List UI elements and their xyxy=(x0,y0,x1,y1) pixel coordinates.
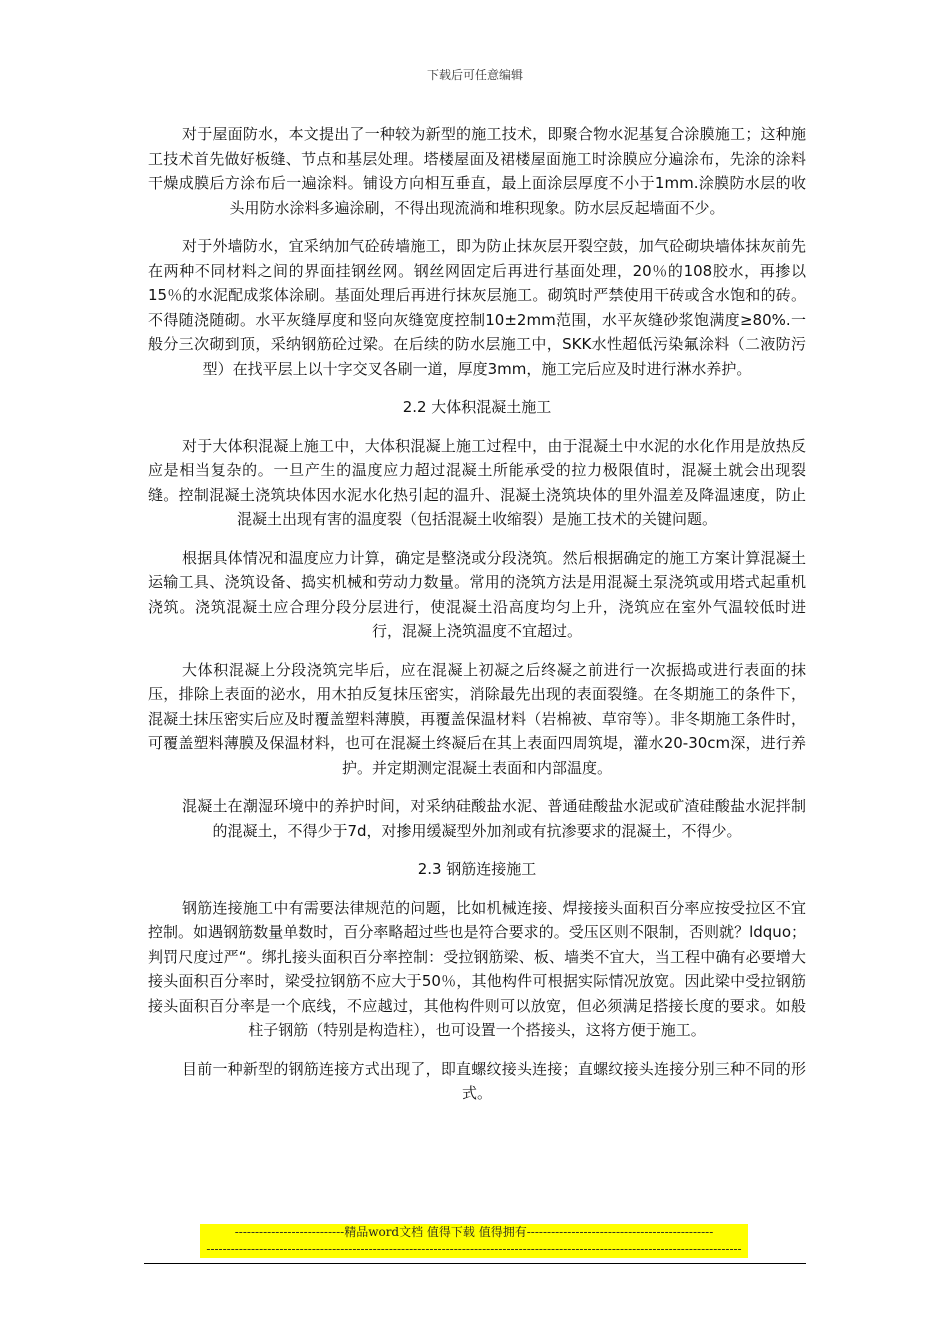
section-heading-2-2: 2.2 大体积混凝土施工 xyxy=(402,398,552,416)
paragraph-exterior-wall-waterproofing: 对于外墙防水，宜采纳加气砼砖墙施工，即为防止抹灰层开裂空鼓，加气砼砌块墙体抹灰前先在两种不同材料之间的界面挂钢丝网。钢丝网固定后再进行基面处理，20％的108胶水，再掺以 15％的水泥配成浆体涂刷。基面处理后再进行抹灰层施工。砌筑时严禁使用干砖或含水饱和的砖。不得随浇随砌。水平灰缝厚度和竖向灰缝宽度控制10±2mm范围，水平灰缝砂浆饱满度≥80%.一般分三次砌到顶，采纳钢筋砼过梁。在后续的防水层施工中，SKK水性超低污染氟涂料（二液防污型）在找平层上以十字交叉各刷一道，厚度3mm，施工完后应及时进行淋水养护。 xyxy=(148,237,806,378)
footer-banner-line-2: ------------------------------------------------------------------------------------------------------------------------------------ xyxy=(206,1242,742,1256)
paragraph-rebar-threaded-coupling: 目前一种新型的钢筋连接方式出现了，即直螺纹接头连接；直螺纹接头连接分别三种不同的形式。 xyxy=(182,1059,806,1102)
paragraph-mass-concrete-pouring: 根据具体情况和温度应力计算，确定是整浇或分段浇筑。然后根据确定的施工方案计算混凝土运输工具、浇筑设备、捣实机械和劳动力数量。常用的浇筑方法是用混凝土泵浇筑或用塔式起重机浇筑。浇筑混凝土应合理分段分层进行，使混凝土沿高度均匀上升，浇筑应在室外气温较低时进行，混凝上浇筑温度不宜超过。 xyxy=(148,548,806,640)
footer-divider xyxy=(144,1263,806,1264)
section-heading-2-3: 2.3 钢筋连接施工 xyxy=(417,860,537,878)
paragraph-mass-concrete-curing: 混凝土在潮湿环境中的养护时间，对采纳硅酸盐水泥、普通硅酸盐水泥或矿渣硅酸盐水泥拌制的混凝土，不得少于7d，对掺用缓凝型外加剂或有抗渗要求的混凝土，不得少。 xyxy=(182,797,806,840)
footer-banner xyxy=(200,1224,748,1258)
page-header: 下载后可任意编辑 xyxy=(426,68,523,82)
document-body xyxy=(148,122,806,1120)
footer-banner-line-1: ---------------------------精品word文档 值得下载 值得拥有---------------------------------------------- xyxy=(234,1225,714,1239)
paragraph-roof-waterproofing: 对于屋面防水，本文提出了一种较为新型的施工技术，即聚合物水泥基复合涂膜施工；这种施工技术首先做好板缝、节点和基层处理。塔楼屋面及裙楼屋面施工时涂膜应分遍涂布，先涂的涂料干燥成膜后方涂布后一遍涂料。铺设方向相互垂直，最上面涂层厚度不小于1mm.涂膜防水层的收头用防水涂料多遍涂刷，不得出现流淌和堆积现象。防水层反起墙面不少。 xyxy=(148,125,806,217)
paragraph-mass-concrete-finishing: 大体积混凝上分段浇筑完毕后，应在混凝上初凝之后终凝之前进行一次振捣或进行表面的抹压，排除上表面的泌水，用木拍反复抹压密实，消除最先出现的表面裂缝。在冬期施工的条件下，混凝土抹压密实后应及时覆盖塑料薄膜，再覆盖保温材料（岩棉被、草帘等）。非冬期施工条件时，可覆盖塑料薄膜及保温材料，也可在混凝土终凝后在其上表面四周筑堤，灌水20-30cm深，进行养护。并定期测定混凝土表面和内部温度。 xyxy=(148,660,806,777)
paragraph-rebar-splice-rules: 钢筋连接施工中有需要法律规范的问题，比如机械连接、焊接接头面积百分率应按受拉区不宜控制。如遇钢筋数量单数时，百分率略超过些也是符合要求的。受压区则不限制，否则就？ldquo；判罚尺度过严“。绑扎接头面积百分率控制：受拉钢筋梁、板、墙类不宜大，当工程中确有必要增大接头面积百分率时，梁受拉钢筋不应大于50％，其他构件可根据实际情况放宽。因此梁中受拉钢筋接头面积百分率是一个底线，不应越过，其他构件则可以放宽，但必须满足搭接长度的要求。如般柱子钢筋（特别是构造柱），也可设置一个搭接头，这将方便于施工。 xyxy=(148,898,806,1039)
paragraph-mass-concrete-intro: 对于大体积混凝上施工中，大体积混凝上施工过程中，由于混凝土中水泥的水化作用是放热反应是相当复杂的。一旦产生的温度应力超过混凝土所能承受的拉力极限值时，混凝土就会出现裂缝。控制混凝土浇筑块体因水泥水化热引起的温升、混凝土浇筑块体的里外温差及降温速度，防止混凝土出现有害的温度裂（包括混凝土收缩裂）是施工技术的关键问题。 xyxy=(148,436,806,528)
